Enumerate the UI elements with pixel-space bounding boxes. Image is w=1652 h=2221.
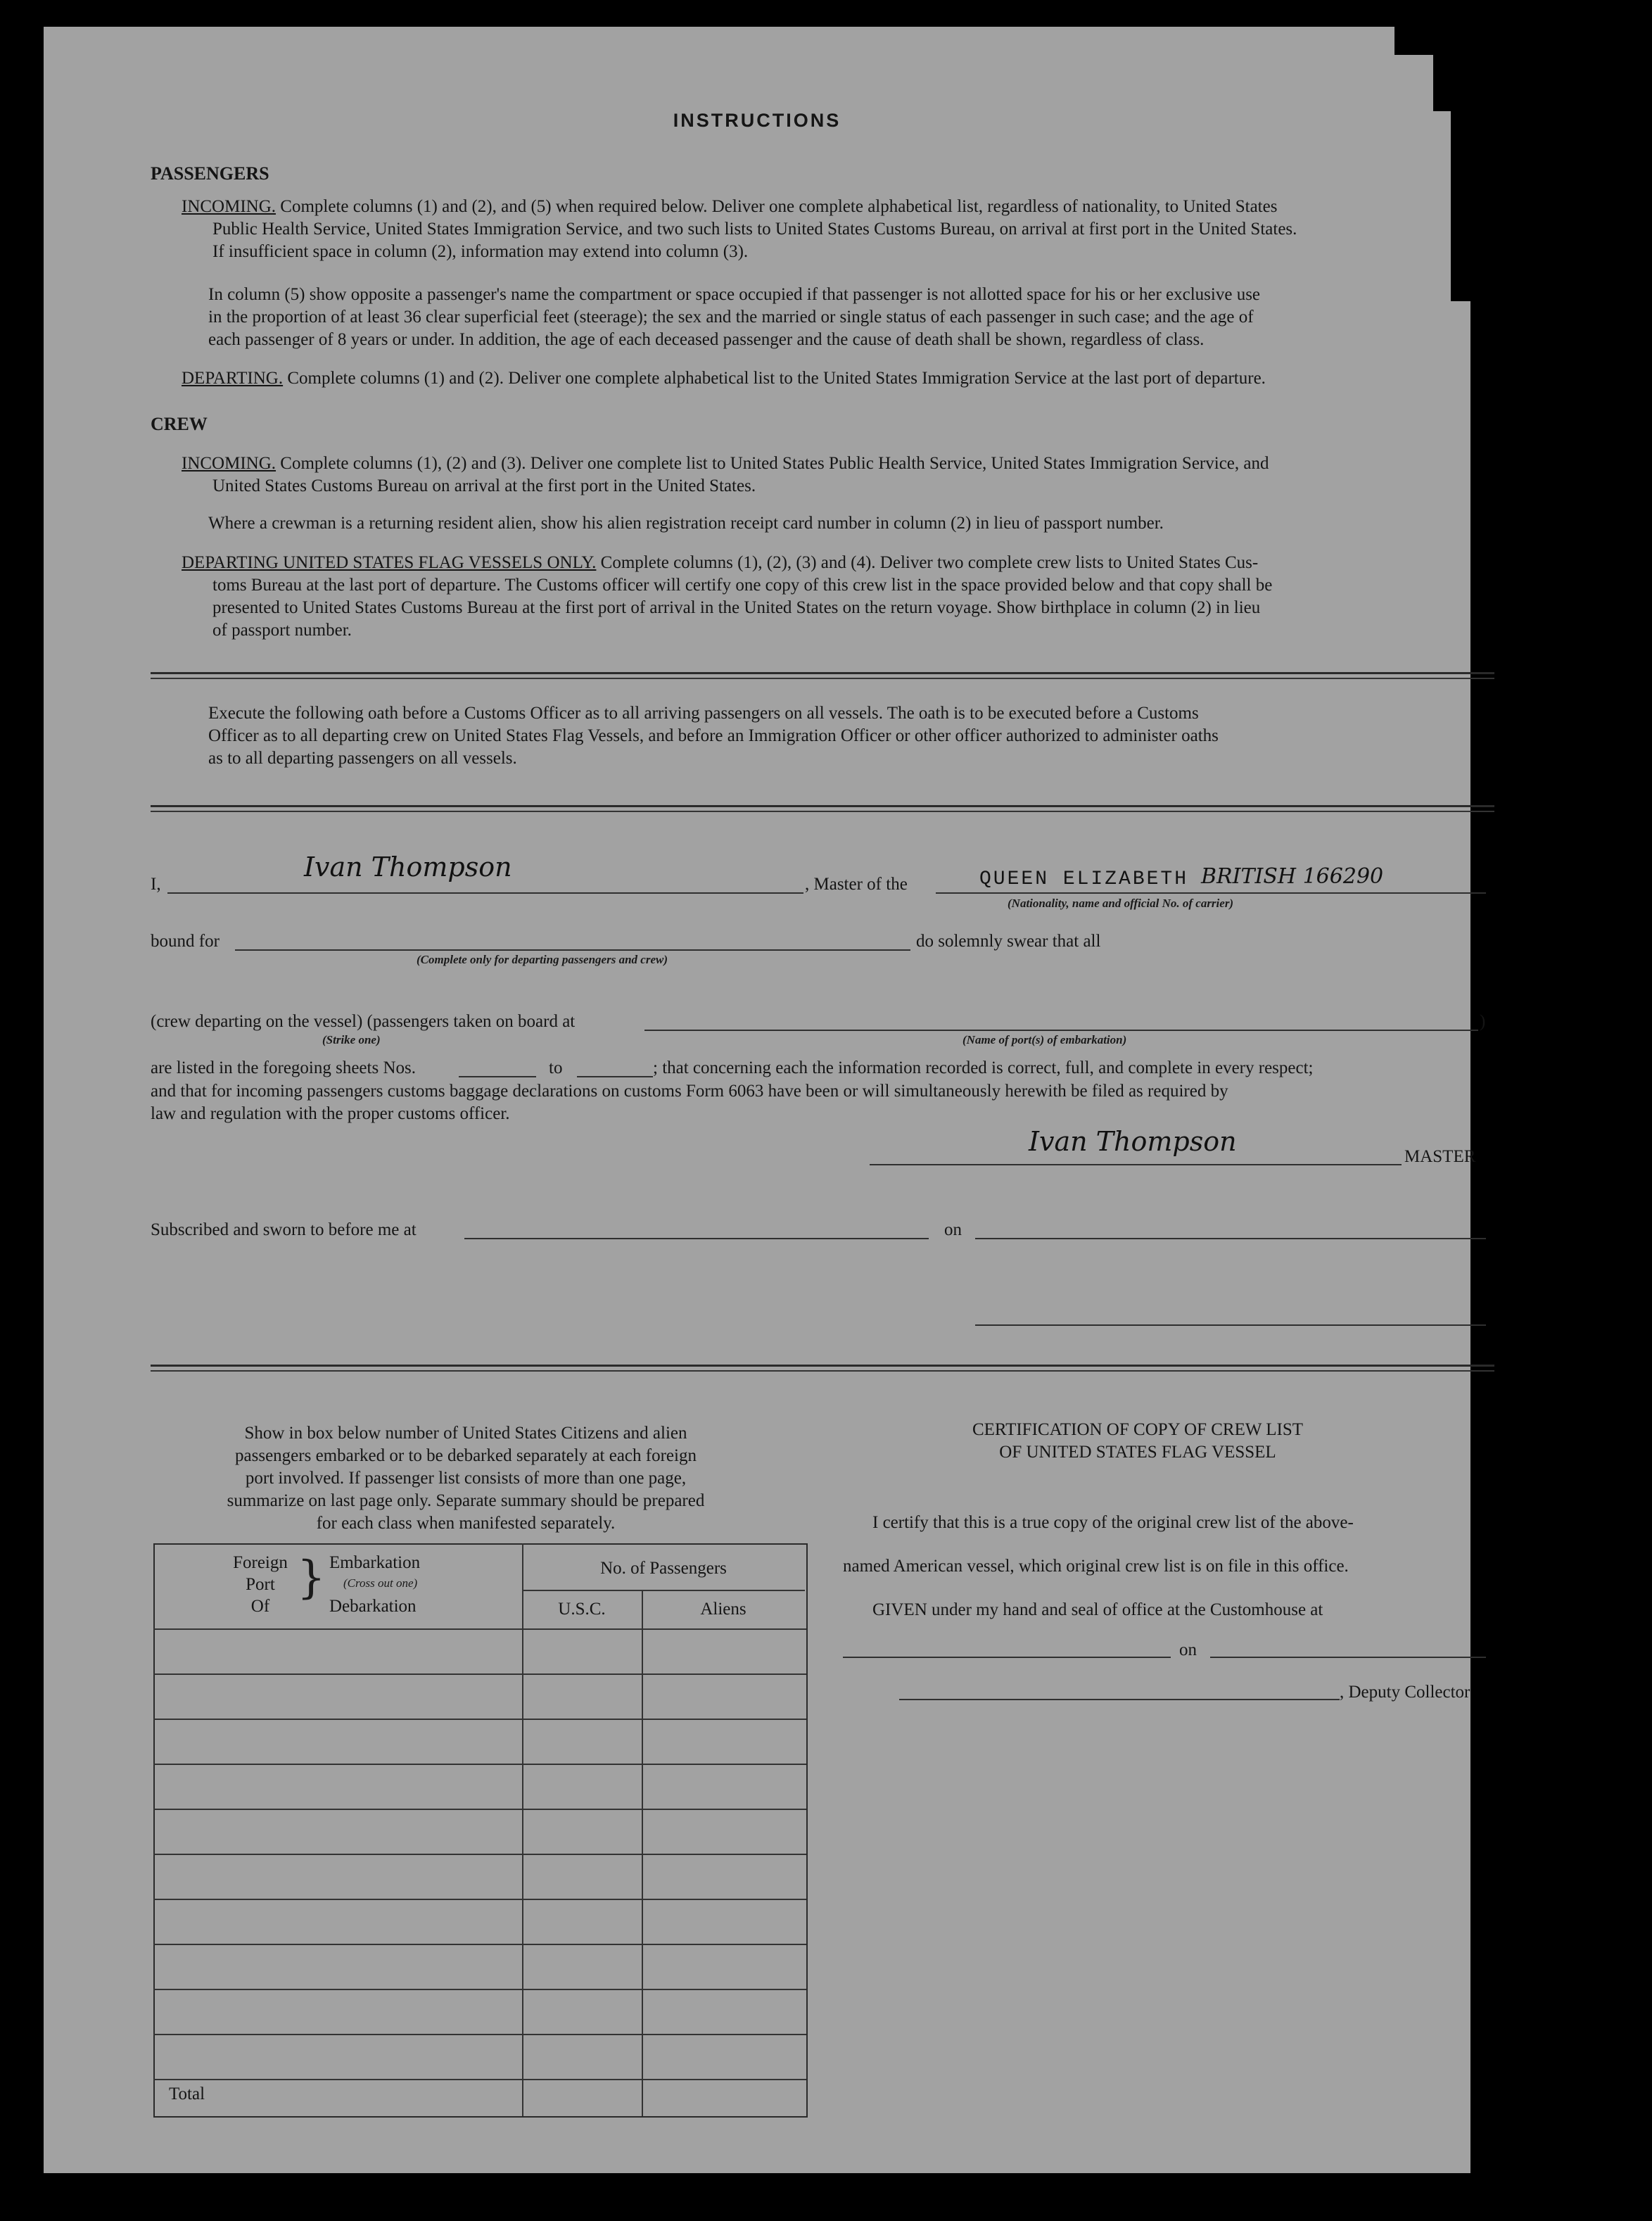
solemnly-swear: do solemnly swear that all (916, 932, 1101, 951)
bound-for-line (235, 949, 910, 951)
table-row-line (153, 1719, 806, 1720)
column5-text-0: In column (5) show opposite a passenger's name the compartment or space occupied if that passenger is not allotted space for his or her exclusive use (208, 285, 1261, 304)
listed-to-label: to (549, 1058, 563, 1077)
crew-departing-line: (crew departing on the vessel) (passengers taken on board at (151, 1012, 576, 1031)
deputy-signature-line (899, 1699, 1340, 1700)
table-row-line (153, 1764, 806, 1765)
table-total-label: Total (169, 2084, 205, 2103)
passengers-incoming-label: INCOMING. (182, 197, 277, 216)
column5-text-2: each passenger of 8 years or under. In addition, the age of each deceased passenger and the cause of death shall be shown, regardless of class. (208, 330, 1205, 349)
crew-departing-text-0: Complete columns (1), (2), (3) and (4). Deliver two complete crew lists to United States Cus- (600, 553, 1259, 572)
name-line (167, 892, 803, 894)
summary-divider-2 (151, 1370, 1494, 1372)
oath-divider (151, 805, 1494, 807)
table-cross-out: (Cross out one) (343, 1576, 418, 1590)
subscribed-place-line (464, 1238, 929, 1239)
vessel-details: BRITISH 166290 (1201, 864, 1384, 889)
certification-title-2: OF UNITED STATES FLAG VESSEL (999, 1443, 1276, 1462)
crew-departing-line1 (182, 552, 1258, 574)
listed-sheets-label: are listed in the foregoing sheets Nos. (151, 1058, 416, 1077)
master-signature-line (870, 1164, 1402, 1165)
strike-one: (Strike one) (322, 1033, 381, 1046)
certification-on-label: on (1179, 1640, 1197, 1659)
table-row-line (153, 2079, 806, 2080)
table-embarkation-label: Embarkation (329, 1553, 421, 1572)
crew-incoming-text-1: United States Customs Bureau on arrival at the first port in the United States. (212, 476, 756, 495)
table-debarkation-label: Debarkation (329, 1597, 417, 1616)
section-divider-2 (151, 678, 1494, 679)
summary-instr-2: port involved. If passenger list consists of more than one page, (245, 1469, 687, 1488)
table-subheader-line (522, 1590, 805, 1591)
passengers-departing-text: Complete columns (1) and (2). Deliver one complete alphabetical list to the United States Immigration Service at the last port of departure. (287, 369, 1266, 388)
document-page (44, 27, 1486, 2173)
torn-corner (1394, 27, 1479, 55)
subscribed-on-label: on (944, 1220, 962, 1239)
table-aliens-header: Aliens (700, 1600, 746, 1619)
listed-sheets-text: ; that concerning each the information recorded is correct, full, and complete in every respect; (653, 1058, 1314, 1077)
summary-instr-0: Show in box below number of United States Citizens and alien (244, 1424, 687, 1443)
summary-instr-4: for each class when manifested separately. (316, 1514, 616, 1533)
crew-departing-text-3: of passport number. (212, 621, 352, 640)
master-signature: Ivan Thompson (1029, 1126, 1237, 1157)
law-line: law and regulation with the proper customs officer. (151, 1104, 510, 1123)
bound-for-label: bound for (151, 932, 220, 951)
torn-edge (1451, 111, 1479, 301)
table-row-line (153, 1899, 806, 1900)
table-of-label: Of (250, 1597, 270, 1616)
summary-divider (151, 1365, 1494, 1367)
subscribed-date-line (975, 1238, 1486, 1239)
form-6063-line: and that for incoming passengers customs baggage declarations on customs Form 6063 have been or will simultaneously herewith be filed as required by (151, 1082, 1228, 1101)
table-col-divider-2 (642, 1590, 643, 2116)
passengers-incoming-text-1: Public Health Service, United States Immigration Service, and two such lists to United States Customs Bureau, on arrival at first port in the United States. (212, 220, 1297, 239)
vessel-caption: (Nationality, name and official No. of carrier) (1008, 897, 1234, 910)
subscribed-label: Subscribed and sworn to before me at (151, 1220, 417, 1239)
certification-body-2: named American vessel, which original crew list is on file in this office. (843, 1557, 1349, 1576)
torn-corner-2 (1433, 55, 1475, 111)
officer-signature-line (975, 1324, 1486, 1326)
crew-departing-text-2: presented to United States Customs Bureau at the first port of arrival in the United States on the return voyage. Show birthplace in column (2) in lieu (212, 598, 1261, 617)
crew-incoming-line1 (182, 453, 1269, 474)
passengers-departing-label: DEPARTING. (182, 369, 284, 388)
table-foreign-label: Foreign (233, 1553, 288, 1572)
crew-heading: CREW (151, 414, 208, 434)
table-brace: } (297, 1552, 326, 1604)
vessel-line (936, 892, 1486, 894)
table-no-passengers-header: No. of Passengers (600, 1559, 727, 1578)
passengers-heading: PASSENGERS (151, 163, 269, 184)
table-row-line (153, 1989, 806, 1990)
table-row-line (153, 1854, 806, 1855)
vessel-name: QUEEN ELIZABETH (979, 868, 1189, 890)
crew-departing-text-1: toms Bureau at the last port of departure. The Customs officer will certify one copy of this crew list in the space provided below and that copy shall be (212, 576, 1273, 595)
oath-intro-2: as to all departing passengers on all vessels. (208, 749, 517, 768)
page-title: INSTRUCTIONS (673, 110, 841, 131)
crew-incoming-label: INCOMING. (182, 454, 277, 473)
table-row-line (153, 1944, 806, 1945)
sheet-to-line (577, 1076, 653, 1077)
signature-name: Ivan Thompson (304, 852, 512, 882)
summary-instr-1: passengers embarked or to be debarked separately at each foreign (235, 1446, 697, 1465)
table-row-line (153, 2034, 806, 2035)
certification-body-1: I certify that this is a true copy of the original crew list of the above- (872, 1513, 1354, 1532)
table-row-line (153, 1673, 806, 1675)
oath-intro-1: Officer as to all departing crew on United States Flag Vessels, and before an Immigration Officer or other officer authorized to administer oaths (208, 726, 1219, 745)
master-label: MASTER (1404, 1147, 1476, 1166)
passengers-departing (182, 367, 1266, 389)
passengers-incoming-line1 (182, 196, 1277, 217)
i-label: I, (151, 875, 161, 894)
table-row-line (153, 1809, 806, 1810)
certification-given: GIVEN under my hand and seal of office at the Customhouse at (872, 1600, 1323, 1619)
customhouse-line (843, 1657, 1171, 1658)
column5-text-1: in the proportion of at least 36 clear superficial feet (steerage); the sex and the married or single status of each passenger in such case; and the age of (208, 308, 1254, 327)
table-port-label: Port (246, 1575, 275, 1594)
crew-departing-label: DEPARTING UNITED STATES FLAG VESSELS ONLY. (182, 553, 597, 572)
oath-divider-2 (151, 811, 1494, 812)
ports-caption: (Name of port(s) of embarkation) (962, 1033, 1127, 1046)
certification-title-1: CERTIFICATION OF COPY OF CREW LIST (972, 1420, 1304, 1439)
deputy-collector-label: , Deputy Collector (1340, 1683, 1470, 1702)
oath-intro-0: Execute the following oath before a Customs Officer as to all arriving passengers on all vessels. The oath is to be executed before a Customs (208, 704, 1199, 723)
ports-line (644, 1030, 1478, 1031)
crew-incoming-text-0: Complete columns (1), (2) and (3). Deliver one complete list to United States Public Health Service, United States Immigration Service, and (280, 454, 1269, 473)
certification-date-line (1210, 1657, 1486, 1658)
crew-resident-text: Where a crewman is a returning resident alien, show his alien registration receipt card number in column (2) in lieu of passport number. (208, 514, 1164, 533)
section-divider (151, 672, 1494, 674)
sheet-from-line (459, 1076, 536, 1077)
passengers-incoming-text-0: Complete columns (1) and (2), and (5) when required below. Deliver one complete alphabetical list, regardless of nationality, to United States (280, 197, 1278, 216)
table-row-line (153, 1628, 806, 1630)
ports-close-paren: ) (1480, 1012, 1486, 1031)
master-of-label: , Master of the (805, 875, 908, 894)
passengers-incoming-text-2: If insufficient space in column (2), information may extend into column (3). (212, 242, 749, 261)
table-usc-header: U.S.C. (558, 1600, 606, 1619)
bound-caption: (Complete only for departing passengers and crew) (417, 953, 668, 966)
summary-instr-3: summarize on last page only. Separate summary should be prepared (227, 1491, 705, 1510)
